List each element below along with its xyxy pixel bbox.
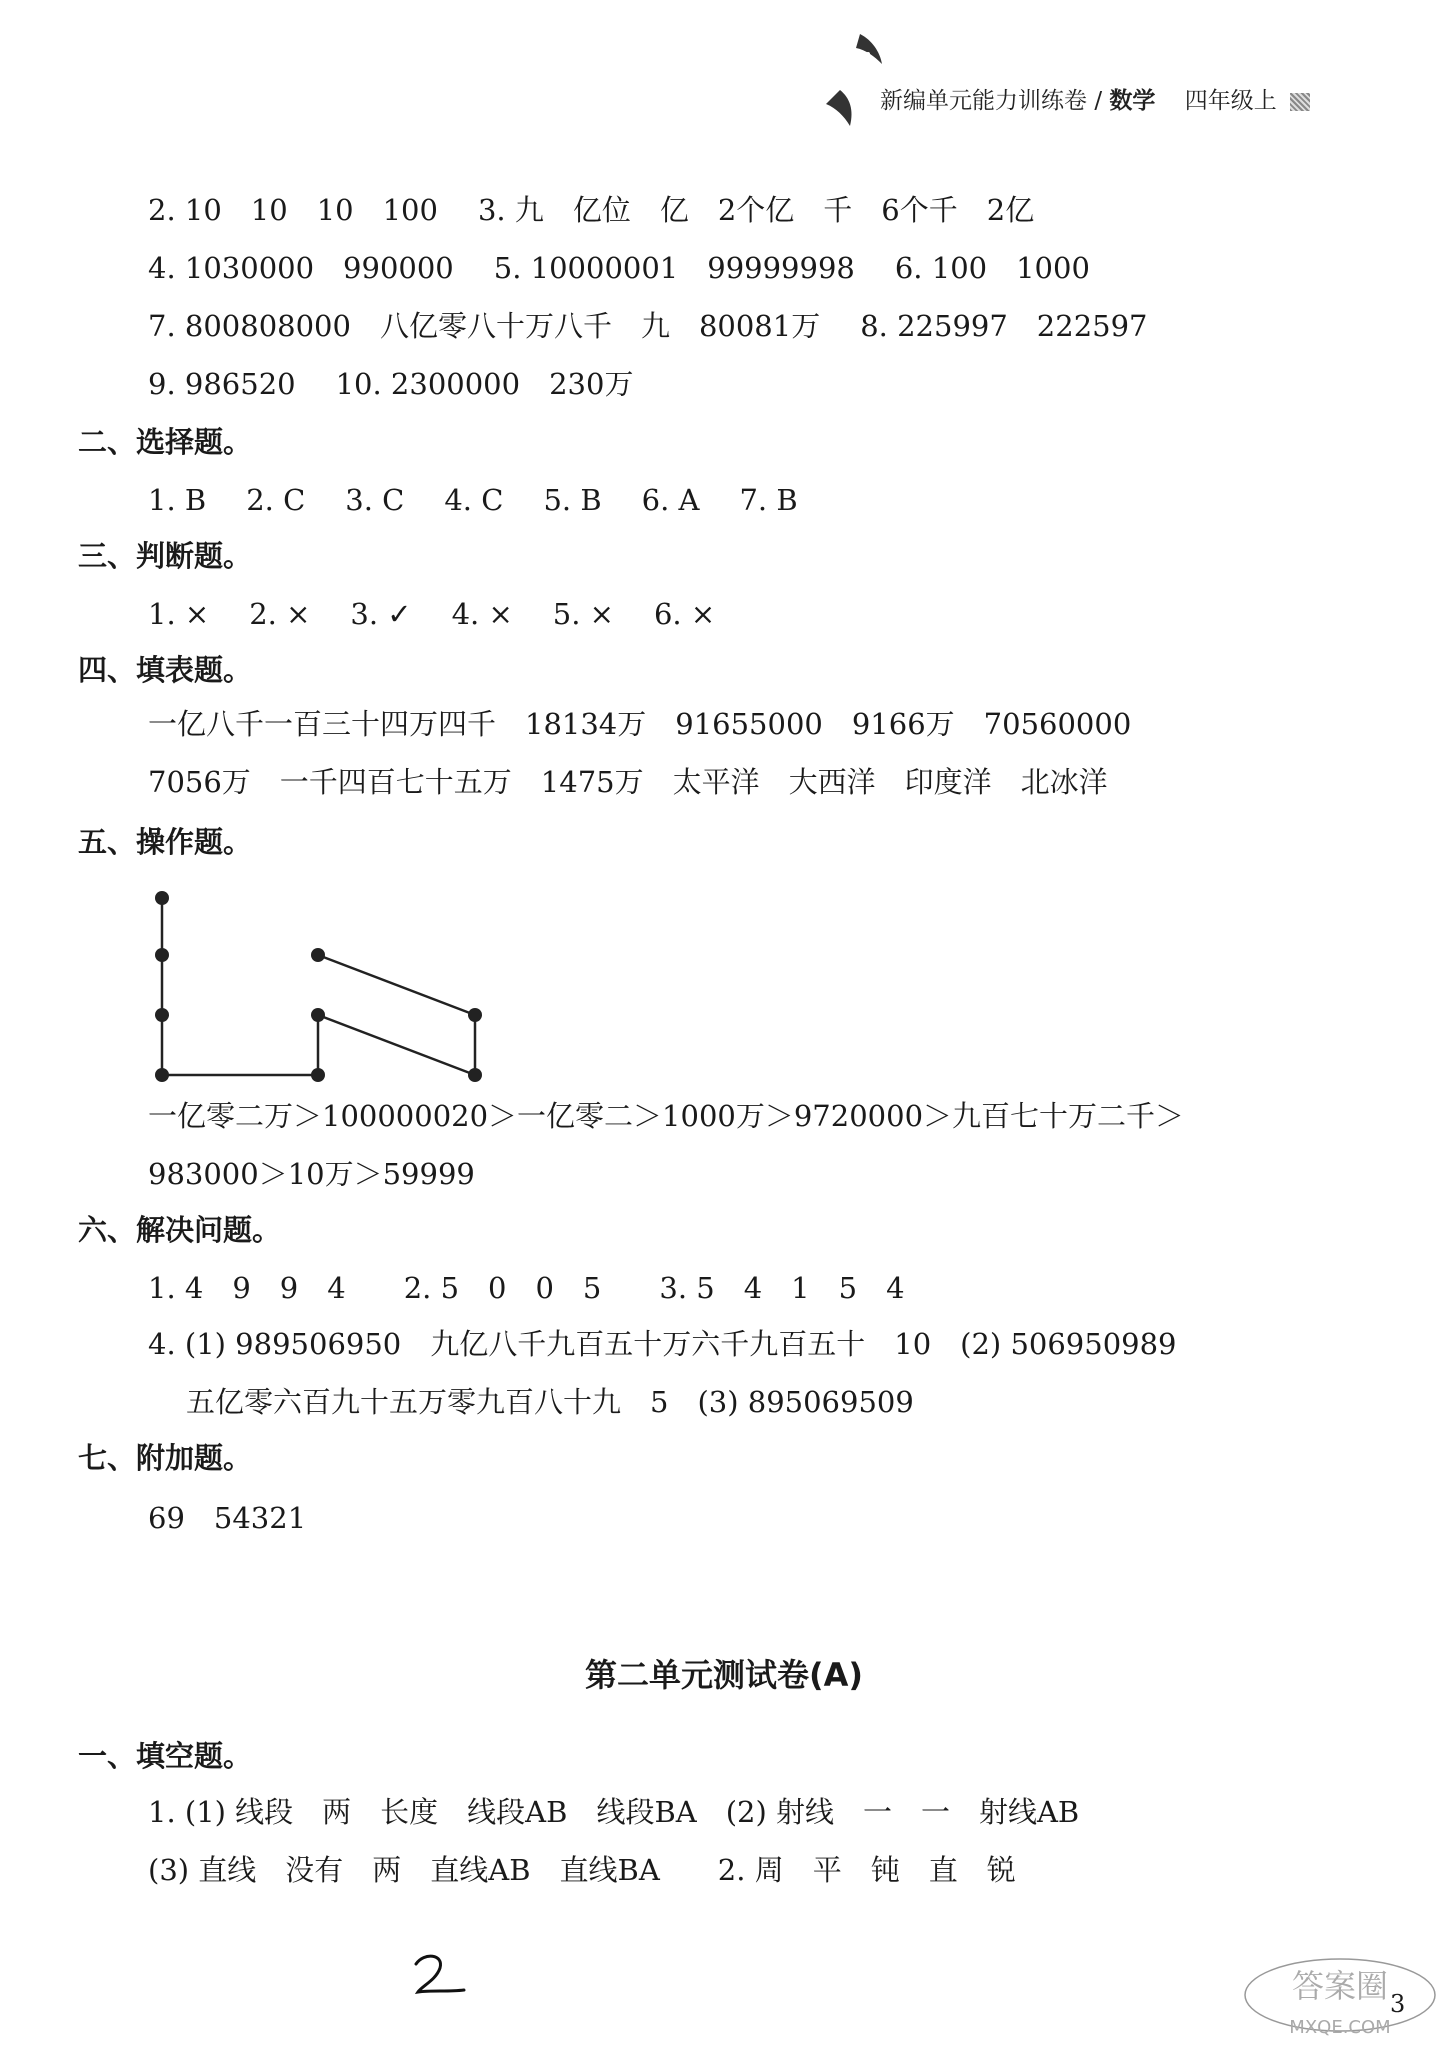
grade-label: 四年级上 bbox=[1184, 88, 1277, 114]
choice-1: 1. B bbox=[148, 483, 207, 517]
unit2-title: 第二单元测试卷(A) bbox=[584, 1656, 864, 1694]
section-choice-heading: 二、选择题。 bbox=[78, 425, 253, 459]
handwritten-mark-icon bbox=[410, 1950, 470, 2000]
section-table-heading: 四、填表题。 bbox=[78, 653, 253, 687]
answer-2: 2. 10 10 10 100 bbox=[148, 193, 438, 227]
header-separator: / bbox=[1094, 88, 1103, 114]
judge-answers bbox=[148, 596, 715, 632]
choice-2: 2. C bbox=[246, 483, 306, 517]
section-operation-heading: 五、操作题。 bbox=[78, 825, 253, 859]
series-title: 新编单元能力训练卷 bbox=[880, 88, 1087, 114]
answer-6: 6. 100 1000 bbox=[894, 251, 1090, 285]
judge-6: 6. × bbox=[653, 597, 716, 631]
table-answer-line-1: 一亿八千一百三十四万四千 18134万 91655000 9166万 70560000 bbox=[148, 707, 1132, 741]
page-header bbox=[880, 82, 1310, 115]
figure-dot bbox=[311, 1008, 325, 1022]
judge-5: 5. × bbox=[552, 597, 614, 631]
figure-dot bbox=[155, 891, 169, 905]
stamp-text: 答案圈 bbox=[1291, 1967, 1389, 2005]
judge-3: 3. ✓ bbox=[350, 597, 412, 631]
operation-line-1: 一亿零二万＞100000020＞一亿零二＞1000万＞9720000＞九百七十万二千＞ bbox=[148, 1099, 1185, 1133]
figure-dot bbox=[311, 1068, 325, 1082]
figure-dot bbox=[468, 1068, 482, 1082]
answer-line-1 bbox=[148, 192, 1034, 228]
qr-code-icon bbox=[1290, 93, 1310, 111]
table-answer-line-2: 7056万 一千四百七十五万 1475万 太平洋 大西洋 印度洋 北冰洋 bbox=[148, 765, 1108, 799]
answer-7: 7. 800808000 八亿零八十万八千 九 80081万 bbox=[148, 309, 821, 343]
section-judge-heading: 三、判断题。 bbox=[78, 539, 253, 573]
answer-line-4 bbox=[148, 366, 633, 402]
choice-5: 5. B bbox=[543, 483, 602, 517]
extra-answer: 69 54321 bbox=[148, 1501, 307, 1535]
stamp-url: MXQE.COM bbox=[1289, 2017, 1391, 2038]
figure-dot bbox=[311, 948, 325, 962]
judge-2: 2. × bbox=[249, 597, 311, 631]
unit2-line-1: 1. (1) 线段 两 长度 线段AB 线段BA (2) 射线 一 一 射线AB bbox=[148, 1795, 1080, 1829]
section-solve-heading: 六、解决问题。 bbox=[78, 1213, 282, 1247]
section-extra-heading: 七、附加题。 bbox=[78, 1441, 253, 1475]
judge-4: 4. × bbox=[451, 597, 513, 631]
unit2-fill-heading: 一、填空题。 bbox=[78, 1739, 253, 1773]
unit2-line-2: (3) 直线 没有 两 直线AB 直线BA 2. 周 平 钝 直 锐 bbox=[148, 1853, 1016, 1887]
choice-7: 7. B bbox=[739, 483, 798, 517]
answer-5: 5. 10000001 99999998 bbox=[493, 251, 855, 285]
solve-line-3: 五亿零六百九十五万零九百八十九 5 (3) 895069509 bbox=[186, 1385, 914, 1419]
subject-label: 数学 bbox=[1109, 88, 1156, 114]
answer-line-3 bbox=[148, 308, 1148, 344]
choice-3: 3. C bbox=[345, 483, 405, 517]
figure-dot bbox=[155, 1068, 169, 1082]
solve-line-2: 4. (1) 989506950 九亿八千九百五十万六千九百五十 10 (2) 506950989 bbox=[148, 1327, 1177, 1361]
page-number: 3 bbox=[1390, 1990, 1406, 2018]
choice-answers bbox=[148, 482, 798, 518]
judge-1: 1. × bbox=[148, 597, 210, 631]
choice-4: 4. C bbox=[444, 483, 504, 517]
operation-line-2: 983000＞10万＞59999 bbox=[148, 1157, 475, 1191]
dot-figure bbox=[150, 880, 490, 1090]
choice-6: 6. A bbox=[641, 483, 700, 517]
answer-3: 3. 九 亿位 亿 2个亿 千 6个千 2亿 bbox=[477, 193, 1035, 227]
figure-dot bbox=[468, 1008, 482, 1022]
solve-line-1: 1. 4 9 9 4 2. 5 0 0 5 3. 5 4 1 5 4 bbox=[148, 1271, 905, 1305]
answer-9: 9. 986520 bbox=[148, 367, 296, 401]
answer-8: 8. 225997 222597 bbox=[860, 309, 1148, 343]
answer-line-2 bbox=[148, 250, 1090, 286]
figure-dot bbox=[155, 1008, 169, 1022]
answer-4: 4. 1030000 990000 bbox=[148, 251, 454, 285]
figure-dot bbox=[155, 948, 169, 962]
answer-10: 10. 2300000 230万 bbox=[335, 367, 634, 401]
watermark-stamp-icon bbox=[1240, 1955, 1440, 2045]
